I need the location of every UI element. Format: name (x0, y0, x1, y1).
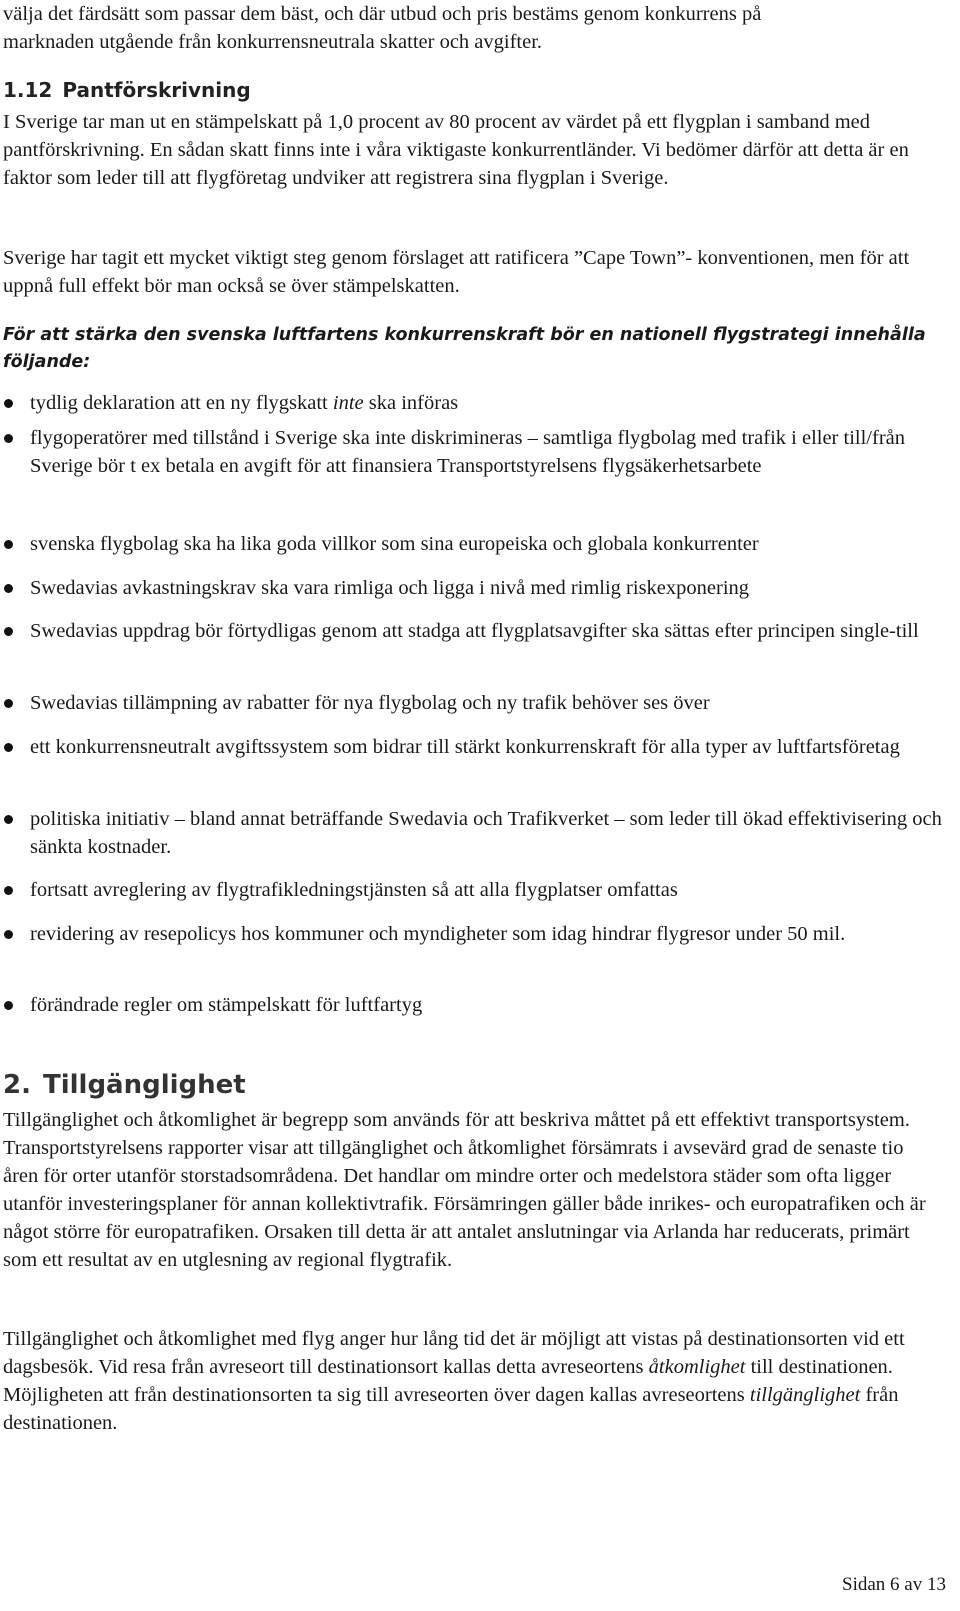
bullet-icon (4, 699, 13, 708)
section-title: Pantförskrivning (62, 78, 251, 102)
list-item-text: flygoperatörer med tillstånd i Sverige ska inte diskrimineras – samtliga flygbolag med trafik i eller till/från Sverige bör t ex betala en avgift för att finansiera Transportstyrelsens flygsäkerhetsarbete (30, 427, 905, 477)
bullet-icon (4, 886, 13, 895)
list-item (0, 389, 942, 417)
section-heading-1-12 (3, 76, 942, 104)
bullet-icon (4, 815, 13, 824)
list-item-text: fortsatt avreglering av flygtrafikledningstjänsten så att alla flygplatser omfattas (30, 879, 678, 901)
intro-line-1: välja det färdsätt som passar dem bäst, och där utbud och pris bestäms genom konkurrens på (3, 3, 762, 25)
bullet-icon (4, 434, 13, 443)
list-item (0, 530, 942, 558)
list-item-text: Swedavias tillämpning av rabatter för nya flygbolag och ny trafik behöver ses över (30, 692, 710, 714)
list-item-text: politiska initiativ – bland annat beträffande Swedavia och Trafikverket – som leder till ökad effektivisering och sänkta kostnader. (30, 808, 942, 858)
section-heading-2 (3, 1068, 942, 1102)
list-item (0, 805, 942, 861)
strategy-lead: För att stärka den svenska luftfartens konkurrenskraft bör en nationell flygstrategi innehålla följande: (3, 325, 926, 372)
list-item-text: ett konkurrensneutralt avgiftssystem som bidrar till stärkt konkurrenskraft för alla typer av luftfartsföretag (30, 736, 900, 758)
list-item (0, 617, 942, 645)
bullet-icon (4, 399, 13, 408)
bullet-icon (4, 584, 13, 593)
bullet-icon (4, 540, 13, 549)
section-number: 2. (3, 1070, 31, 1100)
list-item (0, 876, 942, 904)
page-number: Sidan 6 av 13 (842, 1574, 946, 1595)
paragraph-tillganglighet: Tillgänglighet och åtkomlighet är begrepp som används för att beskriva måttet på ett effektivt transportsystem. Transportstyrelsens rapporter visar att tillgänglighet och åtkomlighet försämrats i avsevärd grad de senaste tio åren för orter utanför storstadsområdena. Det handlar om mindre orter och medelstora städer som ofta ligger utanför investeringsplaner för annan kollektivtrafik. Försämringen gäller både inrikes- och europatrafiken och är något större för europatrafiken. Orsaken till detta är att antalet anslutningar via Arlanda har reducerats, primärt som ett resultat av en utglesning av regional flygtrafik. (3, 1109, 926, 1271)
bullet-icon (4, 743, 13, 752)
list-item (0, 733, 942, 761)
bullet-icon (4, 1001, 13, 1010)
list-item (0, 424, 942, 480)
list-item-text: förändrade regler om stämpelskatt för luftfartyg (30, 994, 423, 1016)
paragraph-stampelskatt: I Sverige tar man ut en stämpelskatt på 1,0 procent av 80 procent av värdet på ett flygplan i samband med pantförskrivning. En sådan skatt finns inte i våra viktigaste konkurrentländer. Vi bedömer därför att detta är en faktor som leder till att flygföretag undviker att registrera sina flygplan i Sverige. (3, 111, 909, 189)
list-item (0, 574, 942, 602)
list-item-text: svenska flygbolag ska ha lika goda villkor som sina europeiska och globala konkurrenter (30, 533, 759, 555)
bullet-icon (4, 930, 13, 939)
intro-line-2: marknaden utgående från konkurrensneutrala skatter och avgifter. (3, 31, 543, 53)
list-item-text: tydlig deklaration att en ny flygskatt inte ska införas (30, 392, 459, 414)
list-item (0, 920, 942, 948)
list-item-text: Swedavias uppdrag bör förtydligas genom att stadga att flygplatsavgifter ska sättas efter principen single-till (30, 620, 919, 642)
list-item (0, 991, 942, 1019)
paragraph-cape-town: Sverige har tagit ett mycket viktigt steg genom förslaget att ratificera ”Cape Town”- konventionen, men för att uppnå full effekt bör man också se över stämpelskatten. (3, 247, 910, 297)
list-item-text: revidering av resepolicys hos kommuner och myndigheter som idag hindrar flygresor under 50 mil. (30, 923, 846, 945)
bullet-icon (4, 627, 13, 636)
list-item (0, 689, 942, 717)
list-item-text: Swedavias avkastningskrav ska vara rimliga och ligga i nivå med rimlig riskexponering (30, 577, 750, 599)
section-number: 1.12 (3, 78, 53, 102)
paragraph-atkomlighet: Tillgänglighet och åtkomlighet med flyg anger hur lång tid det är möjligt att vistas på destinationsorten vid ett dagsbesök. Vid resa från avreseort till destinationsort kallas detta avreseortens åtkomlighet till destinationen. Möjligheten att från destinationsorten ta sig till avreseorten över dagen kallas avreseortens tillgänglighet från destinationen. (3, 1328, 905, 1434)
section-title: Tillgänglighet (42, 1070, 246, 1100)
